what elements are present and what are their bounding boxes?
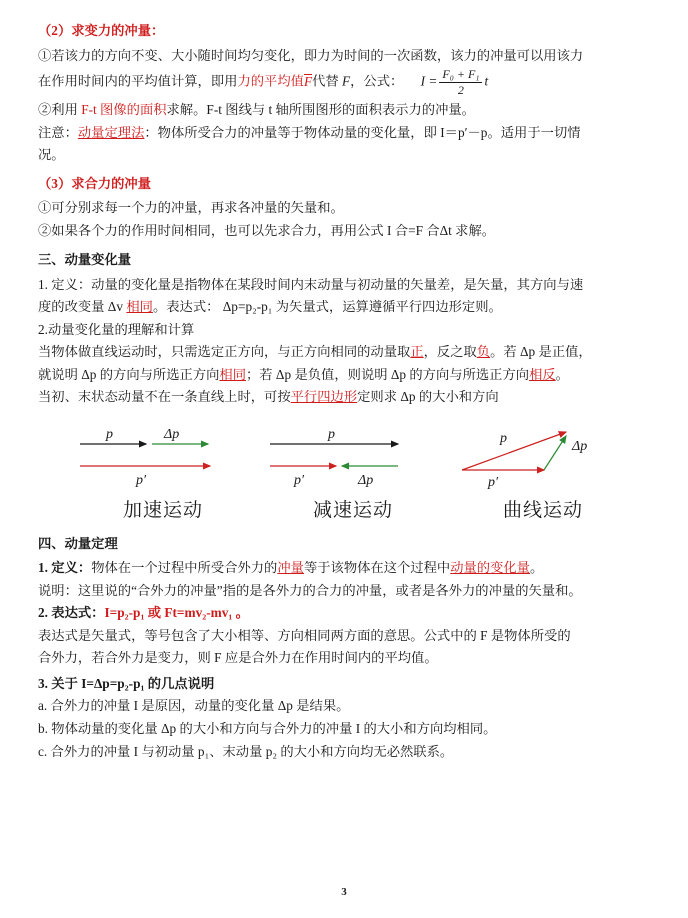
vector-diagrams [38, 416, 650, 527]
formula-numerator: F₀ + F₁ [439, 67, 482, 83]
text-run: ，反之取 [423, 344, 477, 360]
section-heading-momentum-theorem: 四、动量定理 [38, 535, 118, 551]
diagram-acceleration-label: 加速运动 [122, 499, 203, 521]
text-run: ①若该力的方向不变、大小随时间均匀变化，即力为时间的一次函数，该力的冲量可以用该力 [38, 47, 584, 63]
diagram-curvilinear [448, 416, 638, 527]
paragraph-note-momentum-theorem [38, 122, 650, 144]
formula-fraction [439, 67, 482, 98]
paragraph-linear-motion-1 [38, 341, 650, 363]
text-run-bold: 1. 定义： [38, 560, 92, 576]
highlight-same-direction: 相同 [219, 366, 247, 382]
svg-text:p: p [328, 426, 335, 442]
text-run: 。 [529, 560, 544, 576]
paragraph-resultant-1: ①可分别求每一个力的冲量，再求各冲量的矢量和。 [38, 200, 344, 216]
svg-text:Δp: Δp [572, 438, 588, 454]
section-heading-impulse-variable-force: （2）求变力的冲量： [38, 23, 165, 38]
paragraph-theorem-explain-1: 表达式是矢量式，等号包含了大小相等、方向相同两方面的意思。公式中的 F 是物体所受的 [38, 627, 571, 643]
symbol-f-bar: F [303, 73, 313, 89]
formula-tail: t [484, 73, 489, 89]
svg-text:p′: p′ [488, 474, 499, 490]
text-run: 定则求 Δp 的大小和方向 [357, 389, 499, 405]
paragraph-resultant-2: ②如果各个力的作用时间相同，也可以先求合力，再用公式 I 合=F 合Δt 求解。 [38, 222, 496, 238]
paragraph-point-c: c. 合外力的冲量 I 与初动量 p₁、末动量 p₂ 的大小和方向均无必然联系。 [38, 743, 454, 759]
diagram-deceleration-svg [258, 416, 448, 494]
diagram-deceleration [258, 416, 448, 527]
paragraph-variable-force-1 [38, 45, 650, 67]
section-heading-resultant-impulse: （3）求合力的冲量 [38, 175, 152, 191]
highlight-impulse: 冲量 [277, 560, 304, 576]
text-run-bold: 2. 表达式： [38, 605, 105, 621]
paragraph-variable-force-2 [38, 67, 650, 98]
diagram-deceleration-label: 减速运动 [312, 499, 393, 521]
text-run: 。表达式： Δp=p₂-p₁ 为矢量式，运算遵循平行四边形定则。 [152, 299, 502, 315]
text-run: 就说明 Δp 的方向与所选正方向 [38, 366, 220, 382]
paragraph-theorem-definition [38, 557, 650, 579]
highlight-same: 相同 [126, 299, 153, 315]
paragraph-understanding-heading: 2.动量变化量的理解和计算 [38, 321, 195, 337]
svg-text:p: p [500, 430, 507, 446]
text-run: 求解。F-t 图线与 t 轴所围图形的面积表示力的冲量。 [166, 102, 475, 118]
highlight-opposite-direction: 相反 [529, 366, 556, 382]
text-run: 当物体做直线运动时，只需选定正方向，与正方向相同的动量取 [38, 344, 411, 360]
formula-lhs: I = [420, 73, 438, 89]
text-run: 度的改变量 Δv [38, 299, 127, 315]
text-run: ，公式： [350, 73, 404, 89]
paragraph-theorem-explain-2: 合外力，若合外力是变力，则 F 应是合外力在作用时间内的平均值。 [38, 650, 438, 666]
paragraph-theorem-note: 说明：这里说的“合外力的冲量”指的是各外力的合力的冲量，或者是各外力的冲量的矢量和。 [38, 582, 582, 598]
svg-text:p′: p′ [294, 472, 305, 488]
diagram-acceleration [68, 416, 258, 527]
svg-text:p: p [106, 426, 113, 442]
highlight-positive: 正 [410, 344, 424, 360]
text-run: ：物体所受合力的冲量等于物体动量的变化量，即 I＝p′－p。适用于一切情 [144, 124, 581, 140]
highlight-momentum-theorem-method: 动量定理法 [77, 124, 145, 140]
svg-text:Δp: Δp [358, 472, 374, 488]
formula-denominator: 2 [457, 83, 464, 98]
paragraph-definition-2 [38, 296, 650, 318]
paragraph-point-b: b. 物体动量的变化量 Δp 的大小和方向与合外力的冲量 I 的大小和方向均相同。 [38, 720, 497, 736]
paragraph-note-continued: 况。 [38, 147, 65, 163]
text-run: 在作用时间内的平均值计算，即用 [38, 73, 238, 89]
paragraph-parallelogram [38, 386, 650, 408]
svg-text:Δp: Δp [164, 426, 180, 442]
text-run: 等于该物体在这个过程中 [303, 560, 451, 576]
page-number: 3 [341, 886, 347, 899]
text-run: 当初、末状态动量不在一条直线上时，可按 [38, 389, 291, 405]
paragraph-theorem-expression [38, 602, 650, 624]
section-heading-momentum-change: 三、动量变化量 [38, 252, 132, 268]
paragraph-variable-force-3 [38, 99, 650, 121]
formula-impulse-average [421, 67, 489, 98]
text-run: ②利用 [38, 102, 82, 118]
formula-momentum-theorem: I=p₂-p₁ 或 Ft=mv₂-mv₁ 。 [104, 605, 249, 621]
text-run: ；若 Δp 是负值，则说明 Δp 的方向与所选正方向 [246, 366, 530, 382]
highlight-average-force: 力的平均值 [237, 73, 304, 89]
diagram-curvilinear-svg [448, 416, 638, 494]
paragraph-theorem-points-heading: 3. 关于 I=Δp=p₂-p₁ 的几点说明 [38, 675, 215, 691]
diagram-curvilinear-label: 曲线运动 [502, 499, 583, 521]
highlight-ft-graph-area: F-t 图像的面积 [81, 102, 167, 118]
text-run: 代替 [312, 73, 342, 89]
paragraph-point-a: a. 合外力的冲量 I 是原因，动量的变化量 Δp 是结果。 [38, 698, 350, 714]
text-run: 。 [555, 366, 569, 382]
highlight-parallelogram: 平行四边形 [290, 389, 358, 405]
highlight-negative: 负 [476, 344, 491, 360]
text-run: 注意： [38, 124, 78, 140]
paragraph-linear-motion-2 [38, 364, 650, 386]
diagram-acceleration-svg [68, 416, 258, 494]
text-run: 物体在一个过程中所受合外力的 [91, 560, 278, 576]
paragraph-definition-1: 1. 定义：动量的变化量是指物体在某段时间内末动量与初动量的矢量差，是矢量，其方向与速 [38, 276, 584, 292]
text-run: 。若 Δp 是正值， [490, 344, 592, 360]
svg-text:p′: p′ [136, 472, 147, 488]
highlight-momentum-change: 动量的变化量 [450, 560, 530, 576]
symbol-f: F [341, 73, 351, 89]
